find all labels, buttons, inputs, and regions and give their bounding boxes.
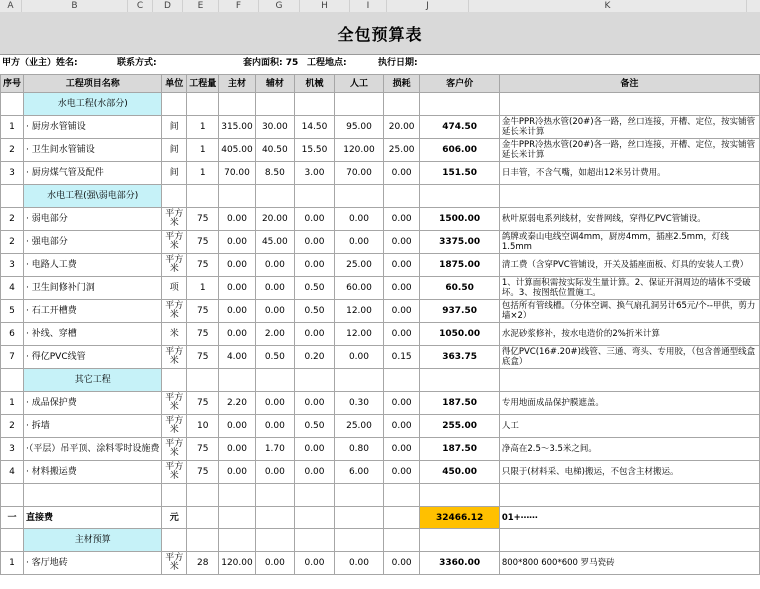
table-row [1, 438, 760, 461]
main-material-cell[interactable]: 120.00 [219, 552, 256, 575]
table-row [1, 346, 760, 369]
note-cell[interactable]: 水泥砂浆修补，按水电造价的2%折米计算 [499, 323, 759, 346]
cell[interactable] [255, 185, 294, 208]
section-row [1, 185, 760, 208]
machinery-cell[interactable]: 0.00 [294, 208, 334, 231]
cell[interactable] [255, 507, 294, 529]
aux-material-cell[interactable]: 8.50 [255, 162, 294, 185]
column-header[interactable]: 序号 [1, 75, 24, 93]
machinery-cell[interactable]: 0.00 [294, 438, 334, 461]
cell[interactable] [162, 484, 187, 507]
column-header[interactable]: 工程量 [187, 75, 219, 93]
cell[interactable] [187, 529, 219, 552]
column-header[interactable]: 单位 [162, 75, 187, 93]
section-title[interactable]: 主材预算 [24, 529, 162, 552]
cell[interactable] [162, 93, 187, 116]
unit-cell[interactable]: 平方米 [162, 552, 187, 575]
cell[interactable] [219, 507, 256, 529]
machinery-cell[interactable]: 0.00 [294, 461, 334, 484]
table-row [1, 139, 760, 162]
note-cell[interactable]: 清工费（含穿PVC管铺设，开关及插座面板、灯具的安装人工费） [499, 254, 759, 277]
cell[interactable] [420, 93, 499, 116]
column-header[interactable]: 机械 [294, 75, 334, 93]
cell[interactable] [255, 529, 294, 552]
main-material-cell[interactable]: 0.00 [219, 461, 256, 484]
table-row [1, 254, 760, 277]
table-row [1, 300, 760, 323]
section-title[interactable]: 其它工程 [24, 369, 162, 392]
labor-cell[interactable]: 25.00 [335, 415, 384, 438]
loss-cell[interactable]: 0.00 [383, 254, 419, 277]
aux-material-cell[interactable]: 2.00 [255, 323, 294, 346]
labor-cell[interactable]: 6.00 [335, 461, 384, 484]
column-letter[interactable]: A [0, 0, 22, 12]
machinery-cell[interactable]: 14.50 [294, 116, 334, 139]
client-price-cell[interactable]: 1500.00 [420, 208, 499, 231]
quantity-cell[interactable]: 75 [187, 461, 219, 484]
cell[interactable] [383, 369, 419, 392]
column-header[interactable]: 主材 [219, 75, 256, 93]
aux-material-cell[interactable]: 1.70 [255, 438, 294, 461]
item-name[interactable]: · 卫生间修补门洞 [24, 277, 162, 300]
machinery-cell[interactable]: 0.00 [294, 392, 334, 415]
quantity-cell[interactable]: 75 [187, 346, 219, 369]
budget-table [0, 74, 760, 575]
cell[interactable] [187, 484, 219, 507]
row-number[interactable]: 7 [1, 346, 24, 369]
cell[interactable] [255, 93, 294, 116]
row-number[interactable]: 2 [1, 231, 24, 254]
machinery-cell[interactable]: 0.50 [294, 277, 334, 300]
note-cell[interactable]: 鸽牌或秦山电线空调4mm，厨房4mm，插座2.5mm，灯线1.5mm [499, 231, 759, 254]
labor-cell[interactable]: 0.00 [335, 231, 384, 254]
labor-cell[interactable]: 12.00 [335, 300, 384, 323]
cell[interactable] [420, 185, 499, 208]
table-row [1, 277, 760, 300]
quantity-cell[interactable]: 75 [187, 300, 219, 323]
client-price-cell[interactable]: 187.50 [420, 392, 499, 415]
main-material-cell[interactable]: 4.00 [219, 346, 256, 369]
aux-material-cell[interactable]: 0.00 [255, 415, 294, 438]
quantity-cell[interactable]: 10 [187, 415, 219, 438]
quantity-cell[interactable]: 1 [187, 139, 219, 162]
location-label: 工程地点: [307, 58, 347, 68]
total-note[interactable]: 01+⋯⋯ [499, 507, 759, 529]
labor-cell[interactable]: 120.00 [335, 139, 384, 162]
note-cell[interactable]: 人工 [499, 415, 759, 438]
item-name[interactable]: · 石工开槽费 [24, 300, 162, 323]
labor-cell[interactable]: 0.80 [335, 438, 384, 461]
column-header[interactable]: 工程项目名称 [24, 75, 162, 93]
cell[interactable] [420, 369, 499, 392]
main-material-cell[interactable]: 0.00 [219, 254, 256, 277]
main-material-cell[interactable]: 0.00 [219, 231, 256, 254]
unit-cell[interactable]: 平方米 [162, 392, 187, 415]
labor-cell[interactable]: 95.00 [335, 116, 384, 139]
unit-cell[interactable]: 间 [162, 139, 187, 162]
loss-cell[interactable]: 0.00 [383, 162, 419, 185]
cell[interactable] [1, 484, 24, 507]
unit-cell[interactable]: 间 [162, 116, 187, 139]
main-material-cell[interactable]: 0.00 [219, 323, 256, 346]
column-letter[interactable]: I [350, 0, 387, 12]
row-number[interactable]: 4 [1, 461, 24, 484]
column-header[interactable]: 客户价 [420, 75, 499, 93]
labor-cell[interactable]: 0.00 [335, 346, 384, 369]
cell[interactable] [335, 507, 384, 529]
column-header[interactable]: 人工 [335, 75, 384, 93]
row-number[interactable]: 2 [1, 139, 24, 162]
item-name[interactable]: · 拆墙 [24, 415, 162, 438]
main-material-cell[interactable]: 0.00 [219, 208, 256, 231]
item-name[interactable]: ·（平层）吊平顶、涂料零时设施费 [24, 438, 162, 461]
main-material-cell[interactable]: 70.00 [219, 162, 256, 185]
area-label: 套内面积: 75 [243, 58, 299, 68]
unit-cell[interactable]: 平方米 [162, 346, 187, 369]
blank-row [1, 484, 760, 507]
table-row [1, 392, 760, 415]
aux-material-cell[interactable]: 40.50 [255, 139, 294, 162]
loss-cell[interactable]: 0.00 [383, 323, 419, 346]
item-name[interactable]: · 卫生间水管铺设 [24, 139, 162, 162]
machinery-cell[interactable]: 0.50 [294, 300, 334, 323]
total-name[interactable]: 直接费 [24, 507, 162, 529]
header-row [1, 75, 760, 93]
main-material-cell[interactable]: 2.20 [219, 392, 256, 415]
note-cell[interactable]: 金牛PPR冷热水管(20#)各一路，丝口连接，开槽、定位，按实铺管延长米计算 [499, 116, 759, 139]
table-row [1, 552, 760, 575]
total-row [1, 507, 760, 529]
cell[interactable] [187, 93, 219, 116]
cell[interactable] [335, 529, 384, 552]
machinery-cell[interactable]: 0.00 [294, 231, 334, 254]
table-row [1, 323, 760, 346]
cell[interactable] [499, 369, 759, 392]
quantity-cell[interactable]: 75 [187, 438, 219, 461]
cell[interactable] [383, 185, 419, 208]
row-number[interactable]: 2 [1, 208, 24, 231]
loss-cell[interactable]: 20.00 [383, 116, 419, 139]
total-unit[interactable]: 元 [162, 507, 187, 529]
main-material-cell[interactable]: 0.00 [219, 415, 256, 438]
cell[interactable] [1, 529, 24, 552]
client-price-cell[interactable]: 1875.00 [420, 254, 499, 277]
loss-cell[interactable]: 0.00 [383, 300, 419, 323]
aux-material-cell[interactable]: 0.00 [255, 300, 294, 323]
row-number[interactable]: 3 [1, 438, 24, 461]
cell[interactable] [255, 484, 294, 507]
note-cell[interactable]: 1、计算面积需按实际发生量计算。2、保证开洞周边的墙体不受破坏。3、按图纸位置施工。 [499, 277, 759, 300]
column-letter[interactable]: C [128, 0, 153, 12]
row-number[interactable]: 3 [1, 254, 24, 277]
unit-cell[interactable]: 平方米 [162, 415, 187, 438]
note-cell[interactable]: 包括所有管线槽。（分体空调、换气扇孔洞另计65元/个--甲供，剪力墙×2） [499, 300, 759, 323]
table-row [1, 415, 760, 438]
total-price-cell[interactable]: 32466.12 [420, 507, 499, 529]
table-row [1, 208, 760, 231]
note-cell[interactable]: 日丰管，不含气嘴，如超出12米另计费用。 [499, 162, 759, 185]
section-title[interactable]: 水电工程(强\弱电部分) [24, 185, 162, 208]
quantity-cell[interactable]: 75 [187, 208, 219, 231]
cell[interactable] [255, 369, 294, 392]
loss-cell[interactable]: 0.00 [383, 461, 419, 484]
section-row [1, 93, 760, 116]
table-row [1, 162, 760, 185]
unit-cell[interactable]: 平方米 [162, 208, 187, 231]
section-row [1, 369, 760, 392]
column-letter[interactable]: J [387, 0, 469, 12]
table-row [1, 231, 760, 254]
table-row [1, 116, 760, 139]
section-title[interactable]: 水电工程(水部分) [24, 93, 162, 116]
unit-cell[interactable]: 项 [162, 277, 187, 300]
cell[interactable] [335, 369, 384, 392]
client-price-cell[interactable]: 60.50 [420, 277, 499, 300]
loss-cell[interactable]: 0.00 [383, 231, 419, 254]
client-price-cell[interactable]: 1050.00 [420, 323, 499, 346]
cell[interactable] [187, 185, 219, 208]
column-letter[interactable]: F [219, 0, 259, 12]
machinery-cell[interactable]: 0.00 [294, 323, 334, 346]
column-header[interactable]: 辅材 [255, 75, 294, 93]
client-price-cell[interactable]: 3360.00 [420, 552, 499, 575]
cell[interactable] [1, 369, 24, 392]
column-letter[interactable]: E [183, 0, 219, 12]
cell[interactable] [294, 93, 334, 116]
item-name[interactable]: · 得亿PVC线管 [24, 346, 162, 369]
note-cell[interactable]: 只限于(材料采、电梯)搬运，不包含主材搬运。 [499, 461, 759, 484]
unit-cell[interactable]: 间 [162, 162, 187, 185]
column-letter[interactable]: D [153, 0, 183, 12]
item-name[interactable]: · 补线、穿槽 [24, 323, 162, 346]
cell[interactable] [294, 484, 334, 507]
aux-material-cell[interactable]: 0.00 [255, 392, 294, 415]
loss-cell[interactable]: 0.00 [383, 392, 419, 415]
owner-label: 甲方（业主）姓名: [2, 58, 78, 68]
cell[interactable] [219, 185, 256, 208]
column-letter[interactable]: K [469, 0, 747, 12]
machinery-cell[interactable]: 0.00 [294, 552, 334, 575]
cell[interactable] [383, 484, 419, 507]
loss-cell[interactable]: 0.00 [383, 552, 419, 575]
client-price-cell[interactable]: 3375.00 [420, 231, 499, 254]
loss-cell[interactable]: 0.00 [383, 208, 419, 231]
note-cell[interactable]: 800*800 600*600 罗马瓷砖 [499, 552, 759, 575]
client-price-cell[interactable]: 363.75 [420, 346, 499, 369]
cell[interactable] [219, 369, 256, 392]
total-number[interactable]: 一 [1, 507, 24, 529]
column-letter[interactable]: G [259, 0, 300, 12]
client-price-cell[interactable]: 450.00 [420, 461, 499, 484]
row-number[interactable]: 5 [1, 300, 24, 323]
labor-cell[interactable]: 70.00 [335, 162, 384, 185]
cell[interactable] [219, 93, 256, 116]
machinery-cell[interactable]: 3.00 [294, 162, 334, 185]
note-cell[interactable]: 得亿PVC(16#.20#)线管、三通、弯头、专用胶，（包含普通型线盒底盒） [499, 346, 759, 369]
aux-material-cell[interactable]: 0.00 [255, 552, 294, 575]
machinery-cell[interactable]: 0.20 [294, 346, 334, 369]
item-name[interactable]: · 弱电部分 [24, 208, 162, 231]
cell[interactable] [294, 507, 334, 529]
aux-material-cell[interactable]: 0.00 [255, 254, 294, 277]
unit-cell[interactable]: 平方米 [162, 254, 187, 277]
table-row [1, 461, 760, 484]
labor-cell[interactable]: 0.00 [335, 552, 384, 575]
row-number[interactable]: 2 [1, 415, 24, 438]
cell[interactable] [24, 484, 162, 507]
row-number[interactable]: 1 [1, 552, 24, 575]
cell[interactable] [162, 369, 187, 392]
item-name[interactable]: · 材料搬运费 [24, 461, 162, 484]
date-label: 执行日期: [378, 58, 418, 68]
cell[interactable] [335, 185, 384, 208]
machinery-cell[interactable]: 0.00 [294, 254, 334, 277]
quantity-cell[interactable]: 75 [187, 323, 219, 346]
item-name[interactable]: · 电路人工费 [24, 254, 162, 277]
cell[interactable] [335, 93, 384, 116]
cell[interactable] [294, 185, 334, 208]
main-material-cell[interactable]: 0.00 [219, 300, 256, 323]
loss-cell[interactable]: 0.00 [383, 277, 419, 300]
cell[interactable] [499, 93, 759, 116]
item-name[interactable]: · 厨房水管铺设 [24, 116, 162, 139]
loss-cell[interactable]: 0.00 [383, 415, 419, 438]
aux-material-cell[interactable]: 45.00 [255, 231, 294, 254]
main-material-cell[interactable]: 0.00 [219, 277, 256, 300]
column-letter[interactable]: H [300, 0, 350, 12]
note-cell[interactable]: 净高在2.5～3.5米之间。 [499, 438, 759, 461]
aux-material-cell[interactable]: 0.00 [255, 461, 294, 484]
cell[interactable] [420, 484, 499, 507]
unit-cell[interactable]: 平方米 [162, 300, 187, 323]
row-number[interactable]: 1 [1, 116, 24, 139]
main-material-cell[interactable]: 315.00 [219, 116, 256, 139]
cell[interactable] [219, 484, 256, 507]
cell[interactable] [294, 369, 334, 392]
cell[interactable] [1, 185, 24, 208]
client-price-cell[interactable]: 606.00 [420, 139, 499, 162]
note-cell[interactable]: 金牛PPR冷热水管(20#)各一路，丝口连接，开槽、定位，按实铺管延长米计算 [499, 139, 759, 162]
main-material-cell[interactable]: 405.00 [219, 139, 256, 162]
labor-cell[interactable]: 0.00 [335, 208, 384, 231]
loss-cell[interactable]: 0.00 [383, 438, 419, 461]
quantity-cell[interactable]: 28 [187, 552, 219, 575]
item-name[interactable]: · 厨房煤气管及配件 [24, 162, 162, 185]
cell[interactable] [383, 529, 419, 552]
aux-material-cell[interactable]: 20.00 [255, 208, 294, 231]
client-price-cell[interactable]: 937.50 [420, 300, 499, 323]
loss-cell[interactable]: 0.15 [383, 346, 419, 369]
labor-cell[interactable]: 0.30 [335, 392, 384, 415]
labor-cell[interactable]: 60.00 [335, 277, 384, 300]
sheet-title: 全包预算表 [0, 12, 760, 55]
client-price-cell[interactable]: 151.50 [420, 162, 499, 185]
cell[interactable] [187, 369, 219, 392]
loss-cell[interactable]: 25.00 [383, 139, 419, 162]
cell[interactable] [420, 529, 499, 552]
aux-material-cell[interactable]: 0.00 [255, 277, 294, 300]
machinery-cell[interactable]: 15.50 [294, 139, 334, 162]
column-letter[interactable]: B [22, 0, 128, 12]
cell[interactable] [294, 529, 334, 552]
client-price-cell[interactable]: 474.50 [420, 116, 499, 139]
row-number[interactable]: 6 [1, 323, 24, 346]
quantity-cell[interactable]: 75 [187, 254, 219, 277]
quantity-cell[interactable]: 1 [187, 162, 219, 185]
contact-label: 联系方式: [117, 58, 157, 68]
cell[interactable] [162, 529, 187, 552]
row-number[interactable]: 3 [1, 162, 24, 185]
cell[interactable] [499, 185, 759, 208]
item-name[interactable]: · 客厅地砖 [24, 552, 162, 575]
unit-cell[interactable]: 平方米 [162, 461, 187, 484]
quantity-cell[interactable]: 1 [187, 116, 219, 139]
unit-cell[interactable]: 米 [162, 323, 187, 346]
machinery-cell[interactable]: 0.50 [294, 415, 334, 438]
cell[interactable] [499, 484, 759, 507]
cell[interactable] [499, 529, 759, 552]
column-header[interactable]: 备注 [499, 75, 759, 93]
labor-cell[interactable]: 12.00 [335, 323, 384, 346]
column-header[interactable]: 损耗 [383, 75, 419, 93]
main-material-cell[interactable]: 0.00 [219, 438, 256, 461]
quantity-cell[interactable]: 75 [187, 231, 219, 254]
unit-cell[interactable]: 平方米 [162, 438, 187, 461]
cell[interactable] [219, 529, 256, 552]
labor-cell[interactable]: 25.00 [335, 254, 384, 277]
cell[interactable] [187, 507, 219, 529]
item-name[interactable]: · 强电部分 [24, 231, 162, 254]
cell[interactable] [1, 93, 24, 116]
row-number[interactable]: 1 [1, 392, 24, 415]
quantity-cell[interactable]: 75 [187, 392, 219, 415]
unit-cell[interactable]: 平方米 [162, 231, 187, 254]
cell[interactable] [162, 185, 187, 208]
aux-material-cell[interactable]: 30.00 [255, 116, 294, 139]
cell[interactable] [383, 93, 419, 116]
section-row [1, 529, 760, 552]
cell[interactable] [335, 484, 384, 507]
client-price-cell[interactable]: 187.50 [420, 438, 499, 461]
aux-material-cell[interactable]: 0.50 [255, 346, 294, 369]
client-price-cell[interactable]: 255.00 [420, 415, 499, 438]
cell[interactable] [383, 507, 419, 529]
note-cell[interactable]: 专用地面成品保护膜遮盖。 [499, 392, 759, 415]
item-name[interactable]: · 成品保护费 [24, 392, 162, 415]
note-cell[interactable]: 秋叶原弱电系列线材，安普网线，穿得亿PVC管铺设。 [499, 208, 759, 231]
row-number[interactable]: 4 [1, 277, 24, 300]
quantity-cell[interactable]: 1 [187, 277, 219, 300]
